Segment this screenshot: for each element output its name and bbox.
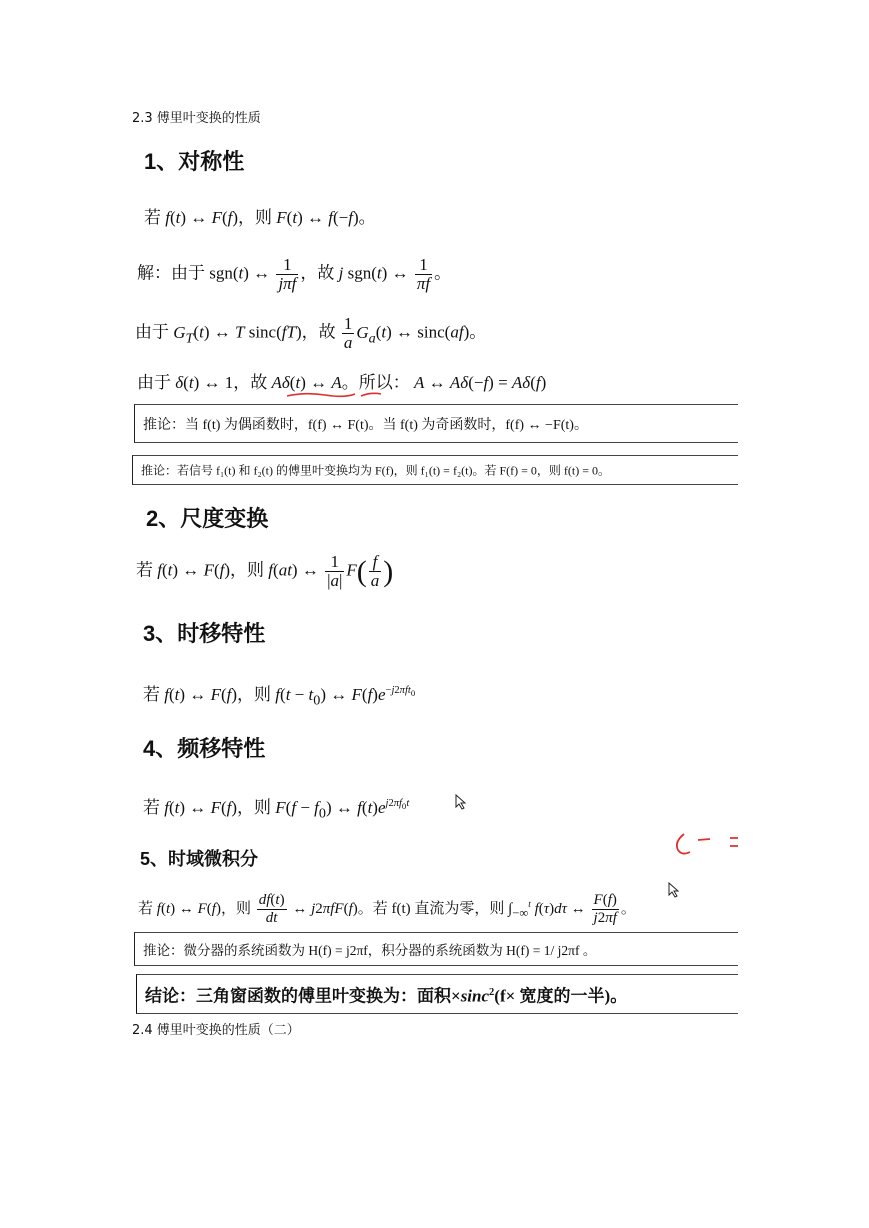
- symmetry-delta: 由于 δ(t) ↔ 1，故 Aδ(t) ↔ A。所以： A ↔ Aδ(−f) = Aδ(f): [137, 373, 547, 392]
- text-ze: ，则: [230, 560, 265, 580]
- text-suoyi: 。所以：: [341, 373, 410, 392]
- text-ze: ，则: [220, 901, 251, 918]
- heading-number: 4: [143, 736, 156, 761]
- text-ruo: 若: [136, 560, 153, 580]
- heading-text: 、时域微积分: [150, 849, 259, 870]
- text-gu: ，故: [301, 322, 336, 342]
- corollary-box-3: [134, 932, 738, 966]
- text-youyu: 由于: [135, 322, 169, 342]
- text-end: 。: [620, 901, 636, 918]
- symmetry-gate: 由于 $G_T(t)$ ↔ T sinc(fT)，故 $\frac{1}{a}$ $G_a(t)$ ↔ sinc(af)。: [135, 314, 487, 352]
- heading-text: 、频移特性: [155, 736, 266, 762]
- cursor-icon: [455, 794, 467, 810]
- timeshift-rule: 若 f(t) ↔ F(f)，则 $f(t - t_0)$ ↔ $F(f)e^{-j2\pi ft_0}$: [143, 685, 416, 709]
- heading-scaling: [146, 502, 268, 533]
- text-gu: ，故: [300, 263, 335, 283]
- text-end: 。: [434, 263, 452, 283]
- text-ruo: 若: [143, 685, 160, 704]
- heading-freqshift: [143, 732, 265, 763]
- text-ruo: 若: [143, 798, 160, 817]
- cursor-icon: [668, 882, 680, 898]
- conclusion-box: [136, 974, 738, 1014]
- corollary-text: 推论：若信号 f₁(t) 和 f₂(t) 的傅里叶变换均为 F(f)，则 f₁(t) = f₂(t)。若 F(f) = 0，则 f(t) = 0。: [141, 463, 610, 478]
- text-ze: ，则: [237, 685, 272, 704]
- text-end: 。: [358, 208, 376, 227]
- heading-text: 、尺度变换: [158, 506, 269, 532]
- text-example-label: 解：由于: [137, 263, 205, 283]
- conclusion-text: [145, 982, 627, 1007]
- conclusion-sinc: sinc: [460, 986, 490, 1006]
- freqshift-rule: 若 f(t) ↔ F(f)，则 $F(f - f_0)$ ↔ $f(t)e^{j2\pi f_0t}$: [143, 798, 410, 822]
- heading-number: 1: [144, 149, 157, 174]
- heading-text: 、对称性: [156, 149, 245, 175]
- text-ze: ，则: [238, 208, 273, 227]
- text-end: 。: [469, 322, 487, 342]
- symmetry-example: 解：由于 sgn(t) ↔ $\frac{1}{\text{jπf}}$ ，故 j sgn(t) ↔ $\frac{1}{\pi f}$ 。: [137, 255, 452, 293]
- corollary-box-1: [134, 404, 738, 443]
- symmetry-rule: 若 f(t) ↔ F(f)，则 F(t) ↔ f(−f)。: [144, 208, 376, 227]
- heading-timeshift: [143, 617, 265, 648]
- conclusion-post: (f× 宽度的一半)。: [494, 986, 628, 1006]
- text-gu: ，故: [233, 373, 268, 392]
- calculus-rule: 若 f(t) ↔ F(f)，则 $\frac{df(t)}{dt}$ ↔ j2πfF(f)。若 f(t) 直流为零，则 $\int_{-\infty}^t$ f(τ)dτ ↔ $\frac{F(f)}{j2\pi f}$ 。: [138, 892, 636, 926]
- text-ruo: 若: [144, 208, 161, 227]
- scaling-rule: 若 f(t) ↔ F(f)，则 f(at) ↔ $\frac{1}{|a|}$ F( $\frac{f}{a}$ ): [136, 552, 394, 590]
- conclusion-sup: 2: [489, 986, 495, 998]
- heading-number: 2: [146, 506, 159, 531]
- red-underline-annotation: [285, 388, 385, 402]
- conclusion-pre: 结论：三角窗函数的傅里叶变换为：面积×: [145, 986, 461, 1006]
- heading-symmetry: [144, 145, 244, 176]
- section-heading-2-4: 2.4 傅里叶变换的性质（二）: [132, 1023, 300, 1038]
- text-youyu: 由于: [137, 373, 171, 392]
- section-heading-2-3: 2.3 傅里叶变换的性质: [132, 111, 261, 126]
- corollary-box-2: [132, 455, 738, 485]
- heading-number: 3: [143, 621, 156, 646]
- text-ze: ，则: [237, 798, 272, 817]
- text-ruo: 若: [138, 901, 154, 918]
- corollary-text: 推论：当 f(t) 为偶函数时，f(f) ↔ F(t)。当 f(t) 为奇函数时，f(f) ↔ −F(t)。: [143, 417, 588, 433]
- corollary-text: 推论：微分器的系统函数为 H(f) = j2πf，积分器的系统函数为 H(f) = 1/ j2πf 。: [143, 943, 597, 958]
- heading-number: 5: [140, 849, 151, 869]
- heading-calculus: [140, 845, 258, 871]
- heading-text: 、时移特性: [155, 621, 266, 647]
- text-dc-zero: 。若 f(t) 直流为零，则: [357, 901, 505, 918]
- red-handwriting-annotation: [672, 830, 742, 860]
